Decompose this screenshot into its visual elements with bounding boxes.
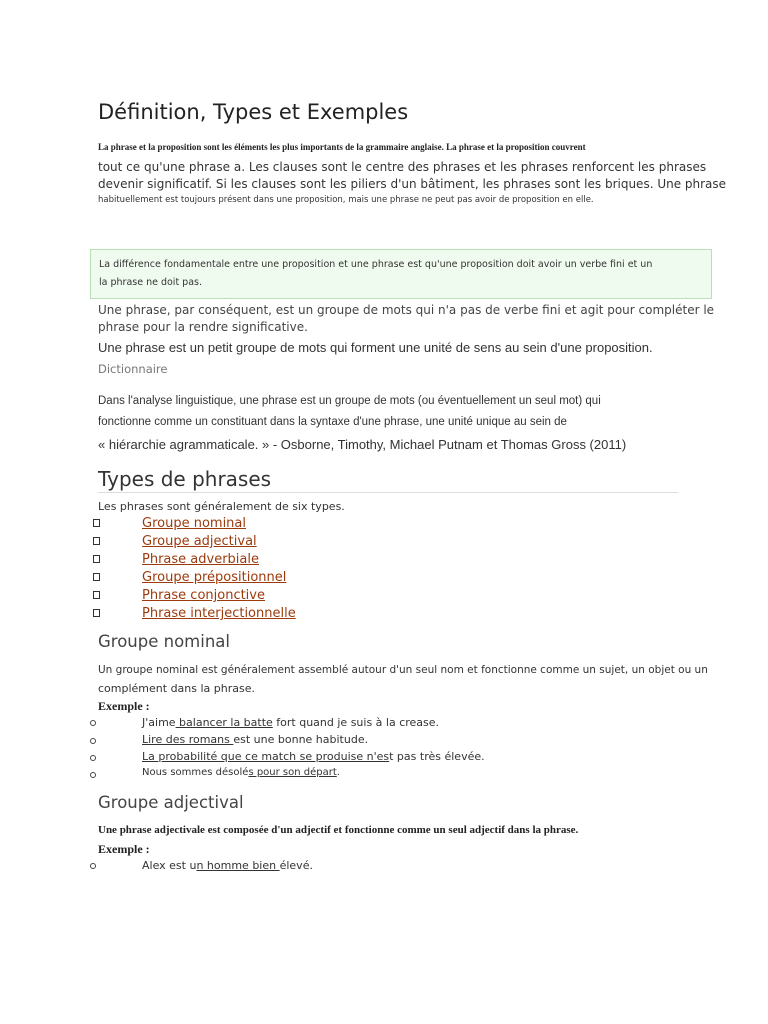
bullet-box-icon bbox=[93, 609, 100, 617]
circle-bullet-icon bbox=[90, 755, 96, 761]
bullet-box-icon bbox=[93, 537, 100, 545]
types-intro: Les phrases sont généralement de six types. bbox=[98, 500, 345, 513]
nominal-example-label: Exemple : bbox=[98, 699, 150, 713]
intro-line-3: habituellement est toujours présent dans une proposition, mais une phrase ne peut pas avoir de proposition en elle. bbox=[98, 195, 594, 205]
bullet-box-icon bbox=[93, 519, 100, 527]
callout-line-1: La différence fondamentale entre une proposition et une phrase est qu'une proposition doit avoir un verbe fini et un bbox=[99, 259, 653, 270]
circle-bullet-icon bbox=[90, 738, 96, 744]
nominal-example-1: J'aime balancer la batte fort quand je suis à la crease. bbox=[142, 716, 440, 729]
type-link-adverbial[interactable]: Phrase adverbiale bbox=[142, 552, 259, 567]
heading-divider bbox=[98, 492, 678, 493]
page-title: Définition, Types et Exemples bbox=[98, 100, 409, 124]
adjectival-desc: Une phrase adjectivale est composée d'un adjectif et fonctionne comme un seul adjectif dans la phrase. bbox=[98, 824, 579, 836]
type-link-nominal[interactable]: Groupe nominal bbox=[142, 516, 246, 531]
type-link-conjunctive[interactable]: Phrase conjonctive bbox=[142, 588, 265, 603]
intro-line-1: tout ce qu'une phrase a. Les clauses sont le centre des phrases et les phrases renforcent les phrases bbox=[98, 160, 707, 174]
adjectival-example-label: Exemple : bbox=[98, 842, 150, 856]
quote-line-3: « hiérarchie agrammaticale. » - Osborne, Timothy, Michael Putnam et Thomas Gross (2011) bbox=[98, 437, 627, 452]
dictionary-label: Dictionnaire bbox=[98, 362, 168, 376]
type-link-interjectional[interactable]: Phrase interjectionnelle bbox=[142, 606, 296, 621]
callout-line-2: la phrase ne doit pas. bbox=[99, 277, 203, 288]
bullet-box-icon bbox=[93, 573, 100, 581]
nominal-heading: Groupe nominal bbox=[98, 632, 230, 651]
types-heading: Types de phrases bbox=[98, 467, 272, 491]
adjectival-heading: Groupe adjectival bbox=[98, 793, 244, 812]
nominal-desc-line-2: complément dans la phrase. bbox=[98, 682, 255, 695]
para1-line-2: phrase pour la rendre significative. bbox=[98, 320, 308, 334]
nominal-example-3: La probabilité que ce match se produise n'est pas très élevée. bbox=[142, 750, 485, 763]
type-link-prepositional[interactable]: Groupe prépositionnel bbox=[142, 570, 287, 585]
nominal-example-4: Nous sommes désolés pour son départ. bbox=[142, 767, 340, 778]
intro-line-2: devenir significatif. Si les clauses sont les piliers d'un bâtiment, les phrases sont les briques. Une phrase bbox=[98, 177, 727, 191]
callout-box bbox=[90, 249, 712, 299]
para1-line-1: Une phrase, par conséquent, est un groupe de mots qui n'a pas de verbe fini et agit pour compléter le bbox=[98, 303, 715, 317]
bullet-box-icon bbox=[93, 591, 100, 599]
adjectival-example-1: Alex est un homme bien élevé. bbox=[142, 859, 313, 872]
circle-bullet-icon bbox=[90, 772, 96, 778]
intro-summary: La phrase et la proposition sont les éléments les plus importants de la grammaire anglaise. La phrase et la proposition couvrent bbox=[98, 142, 586, 152]
bullet-box-icon bbox=[93, 555, 100, 563]
nominal-desc-line-1: Un groupe nominal est généralement assemblé autour d'un seul nom et fonctionne comme un sujet, un objet ou un bbox=[98, 664, 708, 676]
para2: Une phrase est un petit groupe de mots qui forment une unité de sens au sein d'une proposition. bbox=[98, 340, 653, 355]
nominal-example-2: Lire des romans est une bonne habitude. bbox=[142, 733, 369, 746]
quote-line-1: Dans l'analyse linguistique, une phrase est un groupe de mots (ou éventuellement un seul mot) qui bbox=[98, 395, 601, 407]
circle-bullet-icon bbox=[90, 863, 96, 869]
quote-line-2: fonctionne comme un constituant dans la syntaxe d'une phrase, une unité unique au sein de bbox=[98, 416, 567, 428]
type-link-adjectival[interactable]: Groupe adjectival bbox=[142, 534, 257, 549]
circle-bullet-icon bbox=[90, 720, 96, 726]
